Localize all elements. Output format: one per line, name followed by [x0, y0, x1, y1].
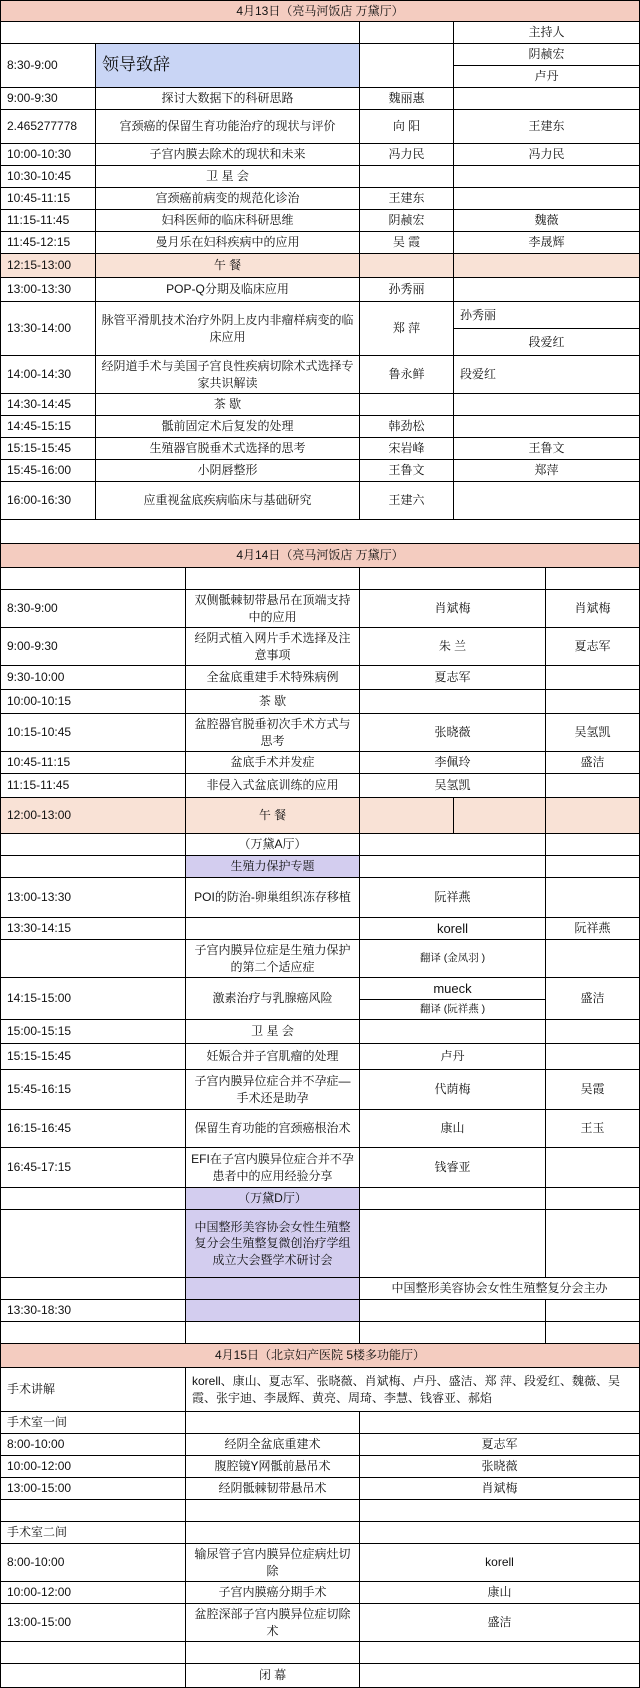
room2-label: 手术室二间 [0, 1522, 186, 1544]
day1-header-row [0, 0, 640, 22]
table-row: 9:00-9:30 经阴式植入网片手术选择及注意事项 朱 兰 夏志军 [0, 628, 640, 666]
table-row: 10:00-10:30 子宫内膜去除术的现状和未来 冯力民 冯力民 [0, 144, 640, 166]
day3-header-row [0, 1344, 640, 1368]
day2-header-row [0, 544, 640, 568]
chair-label: 主持人 [454, 22, 640, 44]
day2-header: 4月14日（亮马河饭店 万黛厅） [0, 544, 640, 568]
table-row: 10:45-11:15 盆底手术并发症 李佩玲 盛洁 [0, 752, 640, 774]
table-row: 14:30-14:45 茶 歇 [0, 394, 640, 416]
table-row: 子宫内膜异位症是生殖力保护的第二个适应症 翻译 (金凤羽 ) [0, 940, 640, 978]
opening-row: 8:30-9:00 领导致辞 [0, 44, 640, 88]
table-row: 15:45-16:15 子宫内膜异位症合并不孕症—手术还是助孕 代荫梅 吴霞 [0, 1070, 640, 1110]
association-host: 中国整形美容协会女性生殖整复分会主办 [360, 1278, 640, 1300]
table-row: 15:45-16:00 小阴唇整形 王鲁文 郑萍 [0, 460, 640, 482]
lecture-row: 手术讲解 korell、康山、夏志军、张晓薇、肖斌梅、卢丹、盛洁、郑 萍、段爱红、魏薇、吴霞、张宇迪、李晟辉、黄亮、周琦、李慧、钱睿亚、郝焰 [0, 1368, 640, 1412]
closing-label: 闭 幕 [186, 1664, 360, 1688]
table-row: 9:30-10:00 全盆底重建手术特殊病例 夏志军 [0, 666, 640, 690]
table-row: 11:15-11:45 妇科医师的临床科研思维 阴赪宏 魏薇 [0, 210, 640, 232]
table-row: 16:15-16:45 保留生育功能的宫颈癌根治术 康山 王玉 [0, 1110, 640, 1148]
table-row: 14:45-15:15 骶前固定术后复发的处理 韩劲松 [0, 416, 640, 438]
table-row: 13:30-14:00 脉管平滑肌技术治疗外阴上皮内非瘤样病变的临床应用 郑 萍 [0, 302, 640, 356]
table-row: 8:00-10:00 经阴全盆底重建术 夏志军 [0, 1434, 640, 1456]
table-row: 13:00-13:30 POP-Q分期及临床应用 孙秀丽 [0, 278, 640, 302]
table-row: 2.465277778 宫颈癌的保留生育功能治疗的现状与评价 向 阳 王建东 [0, 110, 640, 144]
table-row: 15:00-15:15 卫 星 会 [0, 1020, 640, 1044]
day1-header: 4月13日（亮马河饭店 万黛厅） [0, 0, 640, 22]
table-row: 15:15-15:45 生殖器官脱垂术式选择的思考 宋岩峰 王鲁文 [0, 438, 640, 460]
table-row: 10:00-12:00 子宫内膜癌分期手术 康山 [0, 1582, 640, 1604]
hall-d-label: （万黛D厅） [186, 1188, 360, 1210]
table-row: 11:15-11:45 非侵入式盆底训练的应用 吴氢凯 [0, 774, 640, 798]
lunch-row: 12:00-13:00 午 餐 [0, 798, 640, 834]
opening-title: 领导致辞 [96, 44, 360, 88]
table-row: 9:00-9:30 探讨大数据下的科研思路 魏丽惠 [0, 88, 640, 110]
table-row: 10:15-10:45 盆腔器官脱垂初次手术方式与思考 张晓薇 吴氢凯 [0, 714, 640, 752]
lecture-people: korell、康山、夏志军、张晓薇、肖斌梅、卢丹、盛洁、郑 萍、段爱红、魏薇、吴霞、张宇迪、李晟辉、黄亮、周琦、李慧、钱睿亚、郝焰 [186, 1368, 640, 1412]
table-row: 8:00-10:00 输尿管子宫内膜异位症病灶切除 korell [0, 1544, 640, 1582]
day3-header: 4月15日（北京妇产医院 5楼多功能厅） [0, 1344, 640, 1368]
association-topic: 中国整形美容协会女性生殖整复分会生殖整复微创治疗学组成立大会暨学术研讨会 [186, 1210, 360, 1278]
hall-a-label: （万黛A厅） [186, 834, 360, 856]
table-row: 14:15-15:00 激素治疗与乳腺癌风险 盛洁 [0, 978, 640, 1020]
table-row: 13:00-15:00 盆腔深部子宫内膜异位症切除术 盛洁 [0, 1604, 640, 1642]
table-row: 13:30-14:15 korell 阮祥燕 [0, 918, 640, 940]
table-row: 13:00-13:30 POI的防治-卵巢组织冻存移植 阮祥燕 [0, 878, 640, 918]
table-row: 13:00-15:00 经阴骶棘韧带悬吊术 肖斌梅 [0, 1478, 640, 1500]
table-row: 10:30-10:45 卫 星 会 [0, 166, 640, 188]
lunch-row: 12:15-13:00 午 餐 [0, 254, 640, 278]
closing-row [0, 1664, 640, 1688]
table-row: 16:45-17:15 EFI在子宫内膜异位症合并不孕患者中的应用经验分享 钱睿亚 [0, 1148, 640, 1188]
table-row: 15:15-15:45 妊娠合并子宫肌瘤的处理 卢丹 [0, 1044, 640, 1070]
table-row: 16:00-16:30 应重视盆底疾病临床与基础研究 王建六 [0, 482, 640, 520]
table-row: 10:45-11:15 宫颈癌前病变的规范化诊治 王建东 [0, 188, 640, 210]
table-row: 11:45-12:15 曼月乐在妇科疾病中的应用 吴 霞 李晟辉 [0, 232, 640, 254]
track-title: 生殖力保护专题 [186, 856, 360, 878]
room1-label: 手术室一间 [0, 1412, 186, 1434]
table-row: 14:00-14:30 经阴道手术与美国子宫良性疾病切除术式选择专家共识解读 鲁永鲜 段爱红 [0, 356, 640, 394]
table-row: 10:00-10:15 茶 歇 [0, 690, 640, 714]
agenda-sheet: 4月13日（亮马河饭店 万黛厅） 主持人 8:30-9:00 领导致辞 阴赪宏 卢丹 9:00-9:30 探讨大数据下的科研思路 魏丽惠 2.465277778 宫颈癌的保留生育功能治疗的现状与评价 向 阳 王建东 10:00-10:30 子宫内膜去除术的现状和未来 冯力民 冯力民 10:30-10:45 卫 星 会 10:45-11:15 宫颈癌前病变的规范化诊治 王建东 11:15-11:45 妇科医师的临床科研思维 阴赪宏 魏薇 11:45-12:15 曼月乐在妇科疾病中的应用 吴 霞 李晟辉 12:15-13:00 午 餐 13:00-13:30 POP-Q分期及临床应用 孙秀丽 13:30-14:00 脉管平滑肌技术治疗外阴上皮内非瘤样病变的临床应用 郑 萍 孙秀丽 段爱红 14:00-14:30 经阴道手术与美国子宫良性疾病切除术式选择专家共识解读 鲁永鲜 段爱红 14:30-14:45 茶 歇 14:45-15:15 骶前固定术后复发的处理 韩劲松 15:15-15:45 生殖器官脱垂术式选择的思考 宋岩峰 王鲁文 15:45-16:00 小阴唇整形 王鲁文 郑萍 16:00-16:30 应重视盆底疾病临床与基础研究 王建六 4月14日（亮马河饭店 万黛厅） 8:30-9:00 双侧骶棘韧带悬吊在顶端支持中的应用 肖斌梅 肖斌梅 9:00-9:30 经阴式植入网片手术选择及注意事项 朱 兰 夏志军 9:30-10:00 全盆底重建手术特殊病例 夏志军 10:00-10:15 茶 歇 10:15-10:45 盆腔器官脱垂初次手术方式与思考 张晓薇 吴氢凯 10:45-11:15 盆底手术并发症 李佩玲 盛洁 11:15-11:45 非侵入式盆底训练的应用 吴氢凯 12:00-13:00 午 餐 （万黛A厅） 生殖力保护专题 13:00-13:30 POI的防治-卵巢组织冻存移植 阮祥燕 13:30-14:15 korell 阮祥燕 子宫内膜异位症是生殖力保护的第二个适应症 翻译 (金凤羽 ) 14:15-15:00 激素治疗与乳腺癌风险 盛洁 mueck 翻译 (阮祥燕 ) 15:00-15:15 卫 星 会 15:15-15:45 妊娠合并子宫肌瘤的处理 卢丹 15:45-16:15 子宫内膜异位症合并不孕症—手术还是助孕 代荫梅 吴霞 16:15-16:45 保留生育功能的宫颈癌根治术 康山 王玉 16:45-17:15 EFI在子宫内膜异位症合并不孕患者中的应用经验分享 钱睿亚 （万黛D厅） 中国整形美容协会女性生殖整复分会生殖整复微创治疗学组成立大会暨学术研讨会 中国整形美容协会女性生殖整复分会主办 13:30-18:30 4月15日（北京妇产医院 5楼多功能厅） 手术讲解 korell、康山、夏志军、张晓薇、肖斌梅、卢丹、盛洁、郑 萍、段爱红、魏薇、吴霞、张宇迪、李晟辉、黄亮、周琦、李慧、钱睿亚、郝焰 手术室一间 8:00-10:00 经阴全盆底重建术 夏志军 10:00-12:00 腹腔镜Y网骶前悬吊术 张晓薇 13:00-15:00 经阴骶棘韧带悬吊术 肖斌梅 手术室二间 8:00-10:00 输尿管子宫内膜异位症病灶切除 korell 10:00-12:00 子宫内膜癌分期手术 康山 13:00-15:00 盆腔深部子宫内膜异位症切除术 盛洁 闭 幕 [0, 0, 640, 1688]
table-row: 8:30-9:00 双侧骶棘韧带悬吊在顶端支持中的应用 肖斌梅 肖斌梅 [0, 590, 640, 628]
table-row: 10:00-12:00 腹腔镜Y网骶前悬吊术 张晓薇 [0, 1456, 640, 1478]
